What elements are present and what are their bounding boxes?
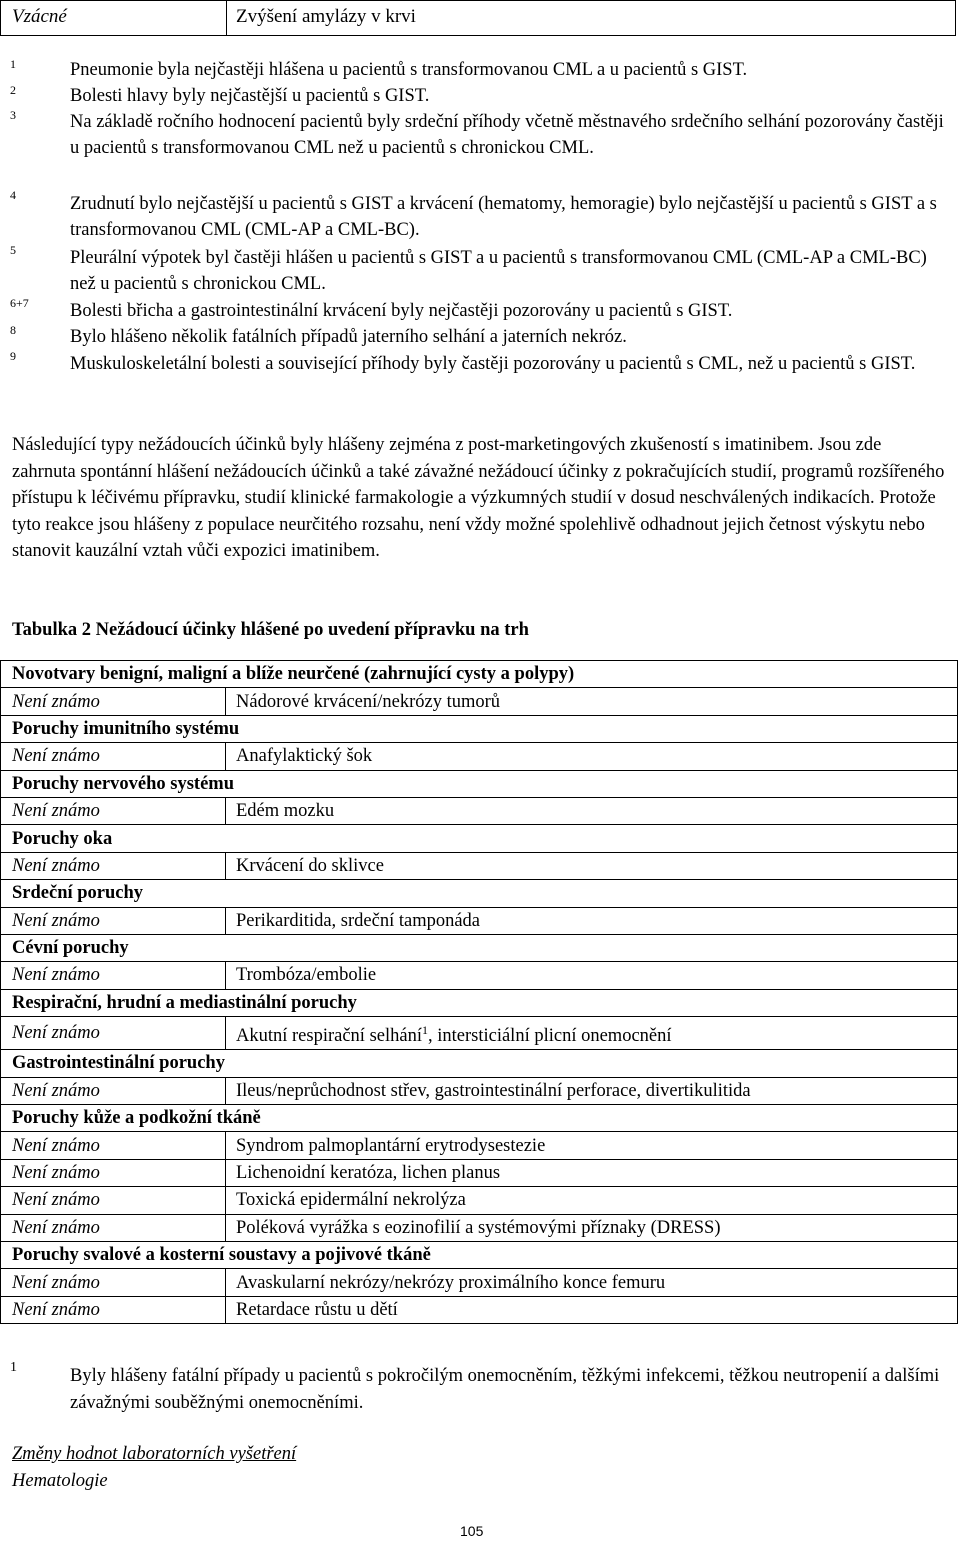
frequency-cell: Není známo [1, 852, 226, 879]
footnote-reference: 1 [421, 1023, 428, 1038]
frequency-label: Vzácné [12, 6, 67, 27]
frequency-cell: Není známo [1, 688, 226, 715]
lab-values-heading: Změny hodnot laboratorních vyšetření [12, 1444, 297, 1464]
table-caption: Tabulka 2 Nežádoucí účinky hlášené po uvedení přípravku na trh [12, 620, 529, 640]
footnote-text: Muskuloskeletální bolesti a související příhody byly častěji pozorovány u pacientů s CML, než u pacientů s GIST. [70, 354, 916, 374]
effect-cell [226, 1017, 958, 1050]
frequency-cell: Není známo [1, 1187, 226, 1214]
category-row [1, 825, 958, 852]
table-row [1, 907, 958, 934]
effect-cell: Krvácení do sklivce [226, 852, 958, 879]
category-label: Novotvary benigní, maligní a blíže neurčené (zahrnující cysty a polypy) [1, 661, 958, 688]
table-row [1, 1077, 958, 1104]
top-table-row [0, 0, 956, 36]
footnote-text: Bolesti hlavy byly nejčastější u pacientů s GIST. [70, 86, 430, 106]
effect-cell: Toxická epidermální nekrolýza [226, 1187, 958, 1214]
table-footnote-number: 1 [10, 1360, 17, 1375]
category-label: Respirační, hrudní a mediastinální poruchy [1, 989, 958, 1016]
effect-cell: Retardace růstu u dětí [226, 1296, 958, 1323]
effect-cell: Avaskularní nekrózy/nekrózy proximálního konce femuru [226, 1269, 958, 1296]
category-row [1, 770, 958, 797]
table-row [1, 1159, 958, 1186]
table-row [1, 1187, 958, 1214]
footnote-text: Zrudnutí bylo nejčastější u pacientů s GIST a krvácení (hematomy, hemoragie) bylo nejčastější u pacientů s GIST a s transformovanou CML (CML-AP a CML-BC). [70, 194, 937, 240]
footnote-number: 9 [10, 349, 16, 363]
effect-text: Akutní respirační selhání [236, 1026, 422, 1047]
table-row [1, 1296, 958, 1323]
effect-cell: Trombóza/embolie [226, 962, 958, 989]
effect-cell: Edém mozku [226, 797, 958, 824]
footnote-number: 5 [10, 243, 16, 257]
table-row [1, 743, 958, 770]
table-row [1, 1214, 958, 1241]
footnote-text: Bolesti břicha a gastrointestinální krvácení byly nejčastěji pozorovány u pacientů s GIST. [70, 301, 733, 321]
footnote-number: 3 [10, 108, 16, 122]
footnote-number: 8 [10, 323, 16, 337]
page-number: 105 [460, 1523, 484, 1539]
table-row [1, 797, 958, 824]
frequency-cell: Není známo [1, 797, 226, 824]
category-row [1, 1050, 958, 1077]
effect-label: Zvýšení amylázy v krvi [236, 6, 416, 27]
frequency-cell: Není známo [1, 1017, 226, 1050]
frequency-cell: Není známo [1, 1269, 226, 1296]
category-label: Poruchy oka [1, 825, 958, 852]
category-row [1, 989, 958, 1016]
frequency-cell: Není známo [1, 743, 226, 770]
footnote-number: 6+7 [10, 296, 29, 310]
frequency-cell: Není známo [1, 1159, 226, 1186]
effect-text: , intersticiální plicní onemocnění [427, 1026, 672, 1047]
effect-cell: Syndrom palmoplantární erytrodysestezie [226, 1132, 958, 1159]
category-row [1, 661, 958, 688]
category-row [1, 1105, 958, 1132]
footnote-text: Na základě ročního hodnocení pacientů byly srdeční příhody včetně městnavého srdečního selhání pozorovány častěji u pacientů s transformovanou CML než u pacientů s chronickou CML. [70, 112, 944, 158]
column-divider [226, 1, 227, 35]
frequency-cell: Není známo [1, 1296, 226, 1323]
footnote-number: 1 [10, 57, 16, 71]
footnote-number: 2 [10, 83, 16, 97]
effect-cell: Ileus/neprůchodnost střev, gastrointestinální perforace, divertikulitida [226, 1077, 958, 1104]
hematology-heading: Hematologie [12, 1471, 108, 1491]
adverse-effects-table [0, 660, 958, 1324]
table-row [1, 962, 958, 989]
footnote-text: Bylo hlášeno několik fatálních případů jaterního selhání a jaterních nekróz. [70, 327, 627, 347]
category-label: Poruchy nervového systému [1, 770, 958, 797]
footnote-number: 4 [10, 188, 16, 202]
effect-cell: Nádorové krvácení/nekrózy tumorů [226, 688, 958, 715]
body-paragraph: Následující typy nežádoucích účinků byly hlášeny zejména z post-marketingových zkušeností s imatinibem. Jsou zde zahrnuta spontánní hlášení nežádoucích účinků a také závažné nežádoucí účinky z pokračujících studií, programů rozšířeného přístupu k léčivému přípravku, studií klinické farmakologie a výzkumných studií v dosud neschválených indikacích. Protože tyto reakce jsou hlášeny z populace neurčitého rozsahu, není vždy možné spolehlivě odhadnout jejich četnost výskytu nebo stanovit kauzální vztah vůči expozici imatinibem. [12, 435, 945, 561]
category-label: Srdeční poruchy [1, 880, 958, 907]
table-row [1, 688, 958, 715]
frequency-cell: Není známo [1, 1077, 226, 1104]
effect-cell: Lichenoidní keratóza, lichen planus [226, 1159, 958, 1186]
footnote-text: Pneumonie byla nejčastěji hlášena u pacientů s transformovanou CML a u pacientů s GIST. [70, 60, 748, 80]
category-label: Poruchy imunitního systému [1, 715, 958, 742]
category-label: Cévní poruchy [1, 934, 958, 961]
table-row [1, 1017, 958, 1050]
effect-cell: Perikarditida, srdeční tamponáda [226, 907, 958, 934]
category-label: Poruchy kůže a podkožní tkáně [1, 1105, 958, 1132]
table-row [1, 1132, 958, 1159]
effect-cell: Anafylaktický šok [226, 743, 958, 770]
table-footnote-text: Byly hlášeny fatální případy u pacientů s pokročilým onemocněním, těžkými infekcemi, těžkou neutropenií a dalšími závažnými souběžnými onemocněními. [70, 1366, 940, 1413]
category-label: Gastrointestinální poruchy [1, 1050, 958, 1077]
category-row [1, 1241, 958, 1268]
table-row [1, 852, 958, 879]
footnote-text: Pleurální výpotek byl častěji hlášen u pacientů s GIST a u pacientů s transformovanou CML (CML-AP a CML-BC) než u pacientů s chronickou CML. [70, 248, 927, 294]
frequency-cell: Není známo [1, 1132, 226, 1159]
category-row [1, 934, 958, 961]
category-row [1, 880, 958, 907]
frequency-cell: Není známo [1, 962, 226, 989]
table-row [1, 1269, 958, 1296]
effect-cell: Poléková vyrážka s eozinofilií a systémovými příznaky (DRESS) [226, 1214, 958, 1241]
frequency-cell: Není známo [1, 907, 226, 934]
category-row [1, 715, 958, 742]
category-label: Poruchy svalové a kosterní soustavy a pojivové tkáně [1, 1241, 958, 1268]
frequency-cell: Není známo [1, 1214, 226, 1241]
